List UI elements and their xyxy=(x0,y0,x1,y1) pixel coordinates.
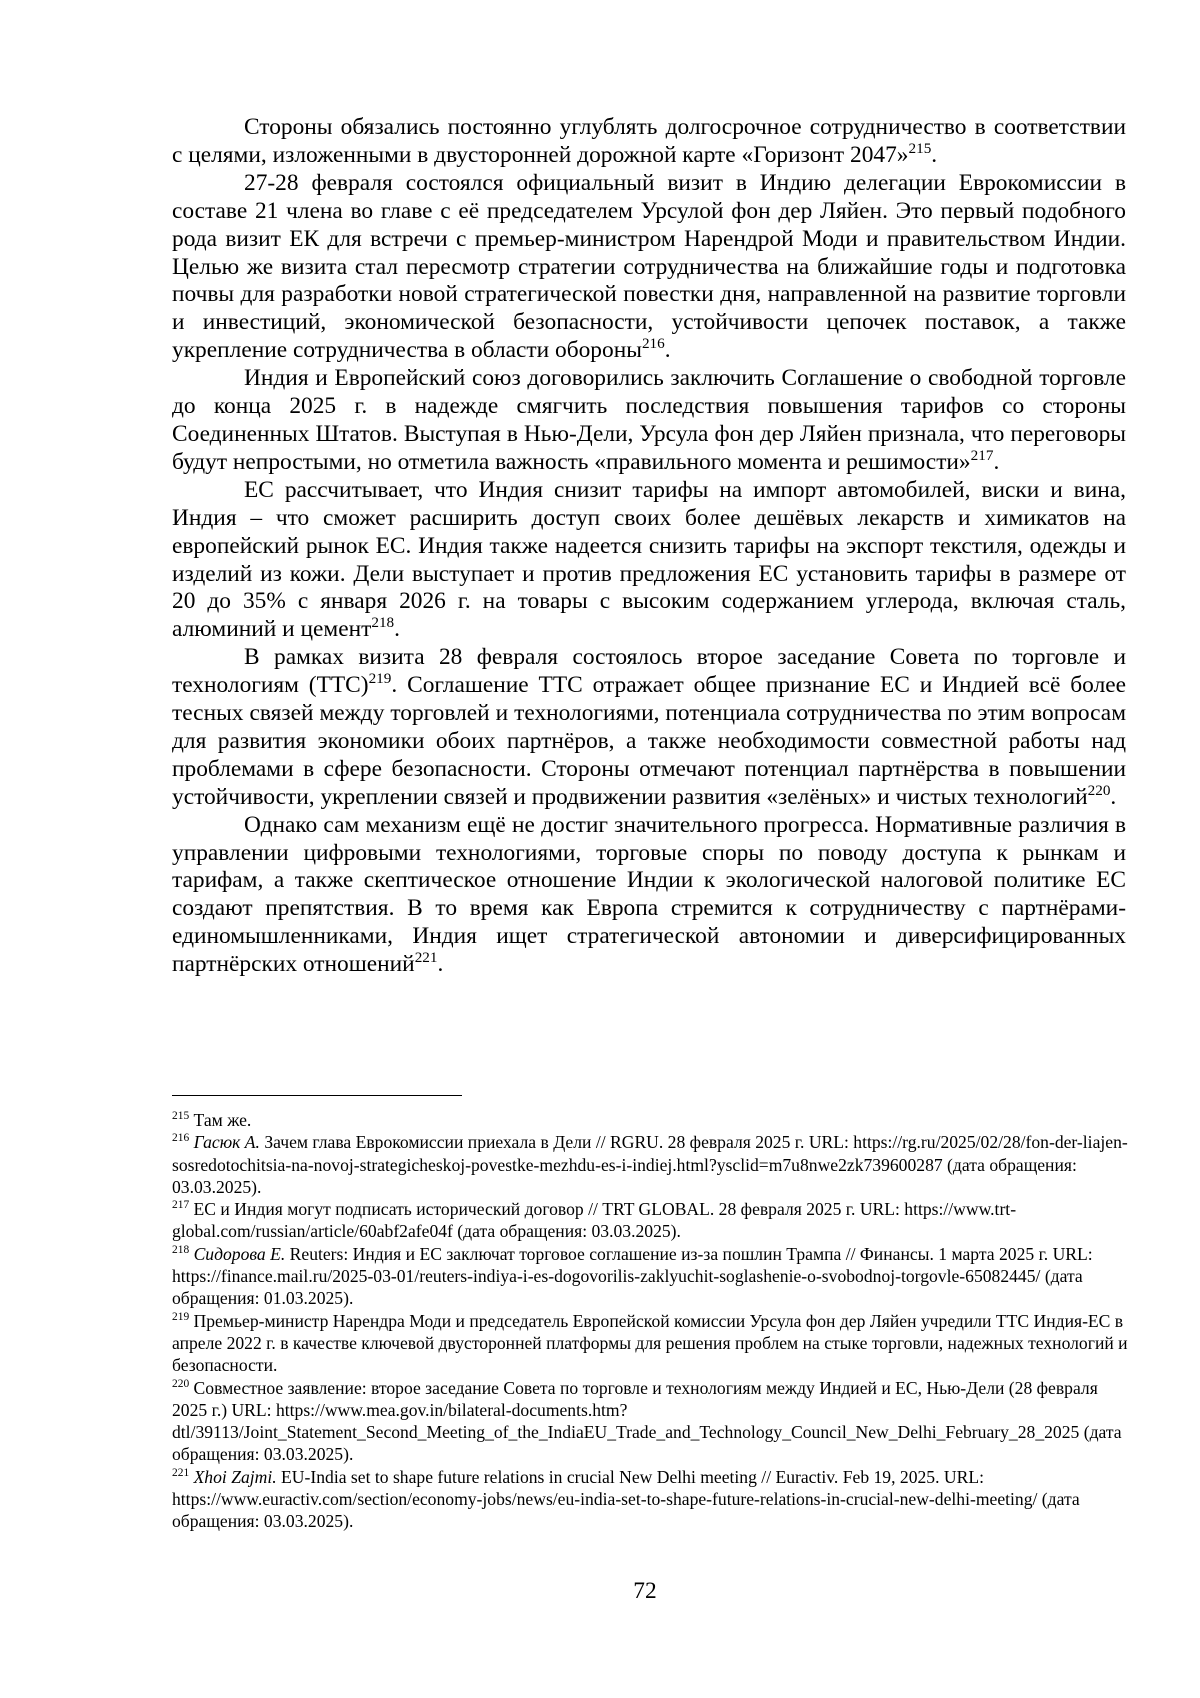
footnote: $^{216}$ Гасюк А. Зачем глава Еврокомиссии приехала в Дели // RGRU. 28 февраля 2025 г. URL: https://rg.ru/2025/02/28/fon-der-liajen-sosredotochitsia-na-novoj-strategicheskoj-povestke-mezhdu-es-i-indiej.html?ysclid=m7u8nwe2zk739600287 (дата обращения: 03.03.2025). xyxy=(172,1132,1128,1197)
footnote-number: 218 xyxy=(172,1243,190,1256)
footnote-ref: 217 xyxy=(970,447,994,465)
footnote: $^{215}$ Там же. xyxy=(172,1110,252,1130)
footnote: $^{218}$ Сидорова Е. Reuters: Индия и ЕС заключат торговое соглашение из-за пошлин Трампа // Финансы. 1 марта 2025 г. URL: https://finance.mail.ru/2025-03-01/reuters-indiya-i-es-dogovorilis-zaklyuchit-soglashenie-o-svobodnoj-torgovle-65082445/ (дата обращения: 01.03.2025). xyxy=(172,1243,1093,1309)
footnote-ref: 220 xyxy=(1087,781,1111,799)
footnote-number: 221 xyxy=(172,1466,190,1479)
footnote-number: 219 xyxy=(172,1310,190,1323)
footnote: $^{221}$ Xhoi Zajmi. EU-India set to shape future relations in crucial New Delhi meeting // Euractiv. Feb 19, 2025. URL: https://www.euractiv.com/section/economy-jobs/news/eu-india-set-to-shape-future-relations-in-crucial-new-delhi-meeting/ (дата обращения: 03.03.2025). xyxy=(172,1466,1080,1532)
body-text xyxy=(172,114,1126,979)
paragraph: ЕС рассчитывает, что Индия снизит тарифы на импорт автомобилей, виски и вина, Индия – что сможет расширить доступ своих более дешёвых лекарств и химикатов на европейский рынок ЕС. Индия также надеется снизить тарифы на экспорт текстиля, одежды и изделий из кожи. Дели выступает и против предложения ЕС установить тарифы в размере от 20 до 35% с января 2026 г. на товары с высоким содержанием углерода, включая сталь, алюминий и цемент$^{218}$. xyxy=(172,476,1126,643)
footnote-number: 220 xyxy=(172,1377,190,1390)
footnote-ref: 221 xyxy=(414,949,438,967)
paragraph: Индия и Европейский союз договорились заключить Соглашение о свободной торговле до конца 2025 г. в надежде смягчить последствия повышения тарифов со стороны Соединенных Штатов. Выступая в Нью-Дели, Урсула фон дер Ляйен признала, что переговоры будут непростыми, но отметила важность «правильного момента и решимости»$^{217}$. xyxy=(172,365,1126,475)
footnote-ref: 219 xyxy=(368,670,392,688)
footnote: $^{220}$ Совместное заявление: второе заседание Совета по торговле и технологиям между Индией и ЕС, Нью-Дели (28 февраля 2025 г.) URL: https://www.mea.gov.in/bilateral-documents.htm?dtl/39113/Joint_Statement_Second_Meeting_of_the_IndiaEU_Trade_and_Technology_Council_New_Delhi_February_28_2025 (дата обращения: 03.03.2025). xyxy=(172,1377,1122,1465)
footnote-author: Сидорова Е. xyxy=(193,1243,286,1264)
footnote-ref: 216 xyxy=(641,335,665,353)
footnotes xyxy=(172,1109,1132,1533)
paragraph: Однако сам механизм ещё не достиг значительного прогресса. Нормативные различия в управлении цифровыми технологиями, торговые споры по поводу доступа к рынкам и тарифам, а также скептическое отношение Индии к экологической налоговой политике ЕС создают препятствия. В то время как Европа стремится к сотрудничеству с партнёрами-единомышленниками, Индия ищет стратегической автономии и диверсифицированных партнёрских отношений$^{221}$. xyxy=(172,811,1126,978)
paragraph: 27-28 февраля состоялся официальный визит в Индию делегации Еврокомиссии в составе 21 члена во главе с её председателем Урсулой фон дер Ляйен. Это первый подобного рода визит ЕК для встречи с премьер-министром Нарендрой Моди и правительством Индии. Целью же визита стал пересмотр стратегии сотрудничества на ближайшие годы и подготовка почвы для разработки новой стратегической повестки дня, направленной на развитие торговли и инвестиций, экономической безопасности, устойчивости цепочек поставок, а также укрепление сотрудничества в области обороны$^{216}$. xyxy=(172,169,1126,364)
footnote-ref: 218 xyxy=(371,614,395,632)
paragraph: Стороны обязались постоянно углублять долгосрочное сотрудничество в соответствии с целями, изложенными в двусторонней дорожной карте «Горизонт 2047»$^{215}$. xyxy=(172,114,1126,168)
footnote: $^{217}$ ЕС и Индия могут подписать исторический договор // TRT GLOBAL. 28 февраля 2025 г. URL: https://www.trt-global.com/russian/article/60abf2afe04f (дата обращения: 03.03.2025). xyxy=(172,1199,1017,1242)
page-number: 72 xyxy=(633,1578,657,1604)
footnote-number: 216 xyxy=(172,1132,190,1145)
footnote-number: 217 xyxy=(172,1199,190,1212)
footnote-ref: 215 xyxy=(908,140,932,158)
paragraph: В рамках визита 28 февраля состоялось второе заседание Совета по торговле и технологиям (ТТС)$^{219}$. Соглашение ТТС отражает общее признание ЕС и Индией всё более тесных связей между торговлей и технологиями, потенциала сотрудничества по этим вопросам для развития экономики обоих партнёров, а также необходимости совместной работы над проблемами в сфере безопасности. Стороны отмечают потенциал партнёрства в повышении устойчивости, укреплении связей и продвижении развития «зелёных» и чистых технологий$^{220}$. xyxy=(172,644,1127,810)
footnote: $^{219}$ Премьер-министр Нарендра Моди и председатель Европейской комиссии Урсула фон дер Ляйен учредили ТТС Индия-ЕС в апреле 2022 г. в качестве ключевой двусторонней платформы для решения проблем на стыке торговли, надежных технологий и безопасности. xyxy=(172,1310,1128,1376)
footnote-author: Xhoi Zajmi. xyxy=(193,1466,277,1487)
footnote-separator xyxy=(172,1095,462,1096)
footnote-author: Гасюк А. xyxy=(193,1132,260,1153)
footnote-number: 215 xyxy=(172,1110,190,1123)
